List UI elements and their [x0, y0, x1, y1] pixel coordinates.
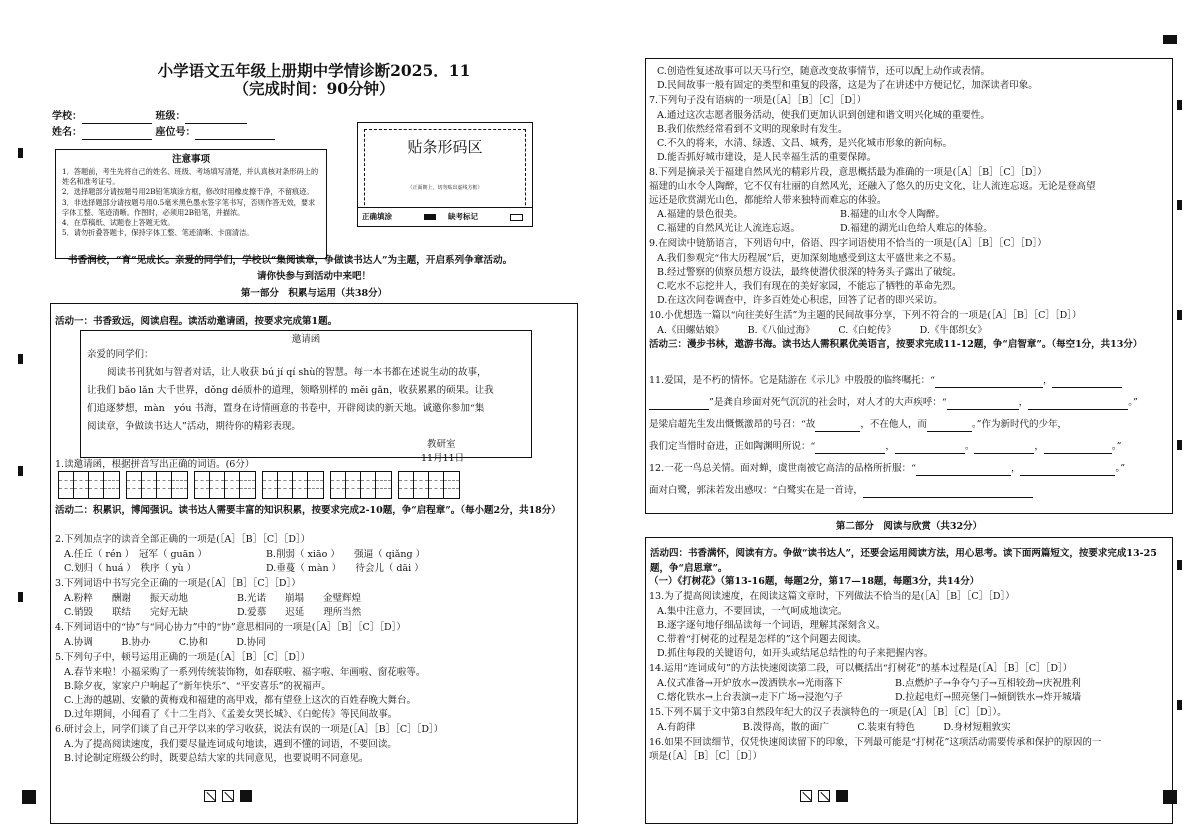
letter-line: 阅读章，争做读书达人”活动，期待你的精彩表现。 [87, 421, 301, 432]
activity3-title: 活动三：漫步书林，遨游书海。读书达人需积累优美语言，按要求完成11-12题，争“启智章”。（每空1分，共13分） [649, 339, 1143, 350]
blank[interactable] [1028, 400, 1128, 410]
q9-option-c: C.吃水不忘挖井人，我们有现在的美好家园，不能忘了牺牲的革命先烈。 [657, 281, 962, 292]
timing-mark [1177, 560, 1182, 570]
question-2: 2.下列加点字的读音全部正确的一项是(［A］［B］［C］［D］） [55, 534, 311, 545]
timing-mark [1163, 35, 1177, 44]
blank[interactable] [815, 422, 860, 432]
q8-option-d: D.福建的湖光山色给人难忘的体验。 [840, 223, 993, 234]
question-8: 8.下列是摘录关于福建自然风光的精彩片段，意思概括最为准确的一项是(［A］［B］［C］［D］） [649, 167, 1047, 178]
q15-options: A.有韵律 B.泼得高，散的面广 C.装束有特色 D.身材短粗敦实 [657, 722, 1011, 733]
intro-text-2: 请你快参与到活动中来吧！ [256, 271, 371, 282]
name-label: 姓名： [52, 127, 82, 138]
q11-line-2: ”是龚自珍面对死气沉沉的社会时，对人才的大声疾呼：“ ， 。” [649, 397, 1138, 410]
barcode-note: （正面朝上，切勿贴出虚线方框） [407, 185, 483, 191]
blank[interactable] [927, 422, 972, 432]
q2-option-d: D.垂蔓（ màn ） 待会儿（ dāi ） [266, 563, 424, 574]
q6-option-d: D.民间故事一般有固定的类型和重复的段落，这是为了在讲述中方便记忆，加深读者印象。 [657, 80, 1038, 91]
class-label: 班级： [155, 111, 186, 122]
invitation-letter [80, 330, 532, 464]
q3-option-c: C.销毁 联结 完好无缺 [64, 607, 188, 618]
notice-item: 1．答题前，考生先将自己的姓名、班级、考场填写清楚，并认真核对条形码上的姓名和准考证号。 [62, 167, 319, 187]
blank[interactable] [947, 400, 1019, 410]
question-6: 6.研讨会上，同学们谈了自己开学以来的学习收获，说法有误的一项是(［A］［B］［C］［D］） [55, 724, 444, 735]
question-16: 16.如果不回读细节，仅凭快速阅读留下的印象，下列最可能是“打树花”这项活动需要传承和保护的原因的一 [649, 737, 1102, 748]
timing-mark [22, 790, 36, 804]
question-13: 13.为了提高阅读速度，在阅读这篇文章时，下列做法不恰当的是(［A］［B］［C］［D］） [649, 591, 1015, 602]
question-15: 15.下列不属于文中第3自然段年纪大的汉子表演特色的一项是(［A］［B］［C］［D］）。 [649, 707, 1007, 718]
notice-title: 注意事项 [171, 154, 210, 165]
filled-mark [424, 214, 436, 220]
blank[interactable] [1044, 444, 1112, 454]
blank[interactable] [815, 444, 885, 454]
timing-mark [1177, 310, 1182, 320]
notice-item: 3．非选择题部分请按题号用0.5毫米黑色墨水签字笔书写，否则作答无效，要求字体工整、笔迹清晰。作图时，必须用2B铅笔，并描浓。 [62, 197, 316, 217]
q14-option-b: B.点燃炉子→争夺勺子→互相较劲→庆祝胜利 [895, 678, 1081, 689]
timing-mark [18, 592, 23, 602]
question-10: 10.小优想选一篇以“向往美好生活”为主题的民间故事分享，下列不符合的一项是(［A］［B］［C］［D］） [649, 310, 1082, 321]
q11-line-3 [649, 419, 1067, 432]
q8-option-c: C.福建的自然风光让人流连忘返。 [657, 223, 800, 234]
q12-line-1: 12.一花一鸟总关情。面对蝉，虞世南被它高洁的品格所折服：“ ， 。” [649, 463, 1126, 474]
q13-option-b: B.逐字逐句地仔细品读每一个词语，理解其深刻含义。 [657, 620, 886, 631]
timing-mark [18, 466, 23, 476]
blank[interactable] [974, 444, 1034, 454]
timing-mark [1177, 100, 1182, 110]
q2-option-b: B.削弱（ xiāo ） 强逼（ qiǎng ） [266, 549, 426, 560]
q11-line-4: 我们定当惜时奋进，正如陶渊明所说：“ ， 。 ， 。” [649, 441, 1122, 452]
letter-greeting: 亲爱的同学们： [87, 349, 154, 360]
q11-text: 。”作为新时代的少年， [971, 419, 1067, 430]
q6-option-c: C.创造性复述故事可以天马行空，随意改变故事情节，还可以配上动作或表情。 [657, 66, 990, 77]
q13-option-d: D.抓住每段的关键语句，如开头或结尾总结性的句子来把握内容。 [657, 648, 934, 659]
timing-mark [1177, 700, 1182, 710]
q11-text: 我们定当惜时奋进，正如陶渊明所说：“ [649, 441, 816, 452]
activity1-title: 活动一：书香致远，阅读启程。读活动邀请函，按要求完成第1题。 [55, 316, 338, 327]
q11-text: 11.爱国，是不朽的情怀。它是陆游在《示儿》中殷殷的临终嘱托：“ [649, 375, 935, 386]
q5-option-d: D.过年期间，小闻看了《十二生肖》、《孟姜女哭长城》、《白蛇传》等民间故事。 [64, 709, 398, 720]
blank[interactable] [863, 488, 1033, 498]
question-9: 9.在阅读中链筋语言，下列语句中，俗语、四字词语使用不恰当的一项是(［A］［B］［C］［D］） [649, 238, 1047, 249]
letter-line: 让我们 bǎo lǎn 大千世界，dǒng dé质朴的道理，领略别样的 měi gǎn，收获累累的硕果。让我 [87, 385, 494, 396]
section-1-title: （一）《打树花》（第13-16题，每题2分，第17—18题，每题3分，共14分） [649, 576, 980, 587]
timing-mark [1177, 440, 1182, 450]
q5-option-c: C.上海的越剧、安徽的黄梅戏和福建的高甲戏，都有望登上这次的百姓春晚大舞台。 [64, 695, 416, 706]
school-field[interactable] [82, 113, 152, 124]
absent-checkbox[interactable] [510, 214, 523, 221]
question-3: 3.下列词语中书写完全正确的一项是(［A］［B］［C］［D］） [55, 578, 301, 589]
q12-text: 12.一花一鸟总关情。面对蝉，虞世南被它高洁的品格所折服：“ [649, 463, 916, 474]
q8-option-b: B.福建的山水令人陶醉。 [840, 209, 946, 220]
q11-text: 是梁启超先生发出慨慨激昂的号召：“故 [649, 419, 816, 430]
q14-option-c: C.熔化铁水→上台表演→走下广场→浸泡勺子 [657, 692, 843, 703]
timing-mark [18, 354, 23, 364]
letter-line: 们追逐梦想，màn yóu 书海，置身在诗情画意的书卷中，开辟阅读的新天地。诚邀你参加“集 [87, 403, 485, 414]
question-14: 14.运用“连词成句”的方法快速阅读第二段，可以概括出“打树花”的基本过程是(［A］［B］［C］［D］） [649, 663, 1073, 674]
school-label: 学校： [52, 111, 82, 122]
fill-example-row [357, 207, 533, 227]
part1-title: 第一部分 积累与运用（共38分） [240, 288, 388, 299]
q14-option-a: A.仪式准备→开炉放水→泼洒铁水→光雨落下 [657, 678, 843, 689]
q9-option-d: D.在这次问卷调查中，许多百姓处心积虑，回答了记者的即兴采访。 [657, 295, 943, 306]
q12-line-2 [649, 485, 1033, 498]
blank[interactable] [1052, 378, 1122, 388]
notice-box [55, 149, 327, 259]
intro-text: 书香润校，“育”见成长。亲爱的同学们，学校以“集阅读章，争做读书达人”为主题，开启系列争章活动。 [68, 255, 513, 266]
question-1: 1.读邀请函，根据拼音写出正确的词语。(6分） [55, 459, 255, 470]
q8-text: 福建的山水令人陶醉，它不仅有壮丽的自然风光，还融入了悠久的历史文化，让人流连忘返。无论是登高望 [649, 181, 1096, 192]
q8-text: 远还是欣赏湖光山色，都能给人带来独特而难忘的体验。 [649, 195, 887, 206]
question-16-cont: 项是(［A］［B］［C］［D］） [649, 751, 763, 762]
q3-option-d: D.爱慕 迟延 理所当然 [237, 607, 362, 618]
q12-text: 面对白鹭，郭沫若发出感叹：“白鹭实在是一首诗， [649, 485, 863, 496]
notice-item: 5．请勿折叠答题卡，保持字体工整、笔迹清晰、卡面清洁。 [62, 227, 254, 237]
question-7: 7.下列句子没有语病的一项是(［A］［B］［C］［D］） [649, 95, 867, 106]
q7-option-b: B.我们依然经常看到不文明的现象时有发生。 [657, 124, 848, 135]
q8-option-a: A.福建的景色很美。 [657, 209, 743, 220]
q13-option-a: A.集中注意力，不要回读，一气呵成地读完。 [657, 606, 848, 617]
q4-options: A.协调 B.协办 C.协和 D.协同 [64, 637, 266, 648]
q5-option-a: A.春节来啦！小福采购了一系列传统装饰物，如春联啦、福字啦、年画啦、窗花啦等。 [64, 667, 426, 678]
info-row-2 [52, 126, 275, 140]
activity2-title: 活动二：积累识，博闻强识。读书达人需要丰富的知识积累，按要求完成2-10题，争“启程章”。（每小题2分，共18分） [55, 505, 561, 516]
correct-fill-label: 正确填涂 [362, 212, 392, 221]
q6-option-a: A.为了提高阅读速度，我们要尽量连词成句地读，遇到不懂的词语，不要回读。 [64, 739, 397, 750]
timing-mark [18, 148, 23, 158]
q13-option-c: C.带着“打树花的过程是怎样的”这个问题去阅读。 [657, 634, 867, 645]
activity4-title: 活动四：书香满怀，阅读有方。争做“读书达人”，还要会运用阅读方法，用心思考。读下面两篇短文，按要求完成13-25题，争“启思章”。 [650, 548, 1157, 574]
q11-text: ”是龚自珍面对死气沉沉的社会时，对人才的大声疾呼：“ [709, 397, 947, 408]
q14-option-d: D.拉起电灯→照亮堡门→倾倒铁水→炸开城墙 [895, 692, 1082, 703]
letter-date: 11月11日 [421, 453, 465, 464]
q7-option-c: C.不久的将来，水清、绿透、文昌、城秀，是兴化城市形象的新向标。 [657, 138, 952, 149]
letter-title: 邀请函 [291, 334, 321, 345]
notice-item: 2．选择题部分请按题号用2B铅笔填涂方框，修改时用橡皮擦干净，不留痕迹。 [62, 187, 314, 197]
blank[interactable] [935, 378, 1043, 388]
blank[interactable] [649, 400, 709, 410]
q9-option-a: A.我们参观完“伟大历程展”后，更加深刻地感受到这太平盛世来之不易。 [657, 253, 962, 264]
seat-field[interactable] [195, 129, 275, 140]
letter-line: 阅读书刊犹如与智者对话，让人收获 bú jí qí shù的智慧。每一本书都在述说生动的故事， [107, 367, 487, 378]
absent-label: 缺考标记 [448, 212, 478, 221]
q11-line-1: 11.爱国，是不朽的情怀。它是陆游在《示儿》中殷殷的临终嘱托：“ ， [649, 375, 1122, 388]
q10-options: A.《田螺姑娘》 B.《八仙过海》 C.《白蛇传》 D.《牛郎织女》 [657, 325, 987, 336]
info-row-1 [52, 110, 247, 124]
exam-time: （完成时间：90分钟） [233, 79, 395, 98]
blank[interactable] [1020, 466, 1115, 476]
q3-option-a: A.粉粹 酬谢 振天动地 [64, 593, 188, 604]
q6-option-b: B.讨论制定班级公约时，既要总结大家的共同意见，也要说明不同意见。 [64, 753, 369, 764]
name-field[interactable] [82, 129, 152, 140]
question-5: 5.下列句子中，顿号运用正确的一项是(［A］［B］［C］［D］） [55, 652, 311, 663]
question-4: 4.下列词语中的“协”与“同心协力”中的“协”意思相同的一项是(［A］［B］［C］［D］） [55, 622, 406, 633]
q7-option-d: D.能否抓好城市建设，是人民幸福生活的重要保障。 [657, 152, 877, 163]
q7-option-a: A.通过这次志愿者服务活动，使我们更加认识到创建和谐文明兴化城的重要性。 [657, 110, 990, 121]
blank[interactable] [916, 466, 1011, 476]
blank[interactable] [895, 444, 965, 454]
q9-option-b: B.经过警察的侦察员想方设法，最终使潜伏很深的特务头子露出了破绽。 [657, 267, 962, 278]
part2-title: 第二部分 阅读与欣赏（共32分） [835, 521, 983, 532]
q1-writing-grid[interactable] [58, 471, 460, 499]
q11-text: ，不在他人，而 [860, 419, 927, 430]
class-field[interactable] [185, 113, 247, 124]
q2-option-a: A.任丘（ rén ） 冠军（ guān ） [64, 549, 207, 560]
notice-item: 4．在草稿纸、试题卷上答题无效。 [62, 217, 175, 227]
q2-option-c: C.划归（ huá ） 秩序（ yù ） [64, 563, 197, 574]
barcode-label: 贴条形码区 [407, 138, 483, 156]
timing-mark [1177, 200, 1182, 210]
seat-label: 座位号： [155, 127, 196, 138]
q5-option-b: B.除夕夜，家家户户响起了“新年快乐”、“平安喜乐”的祝福声。 [64, 681, 331, 692]
q3-option-b: B.光诺 崩塌 金璧辉煌 [237, 593, 362, 604]
letter-signature: 教研室 [427, 439, 456, 450]
exam-title: 小学语文五年级上册期中学情诊断2025．11 [157, 61, 471, 80]
